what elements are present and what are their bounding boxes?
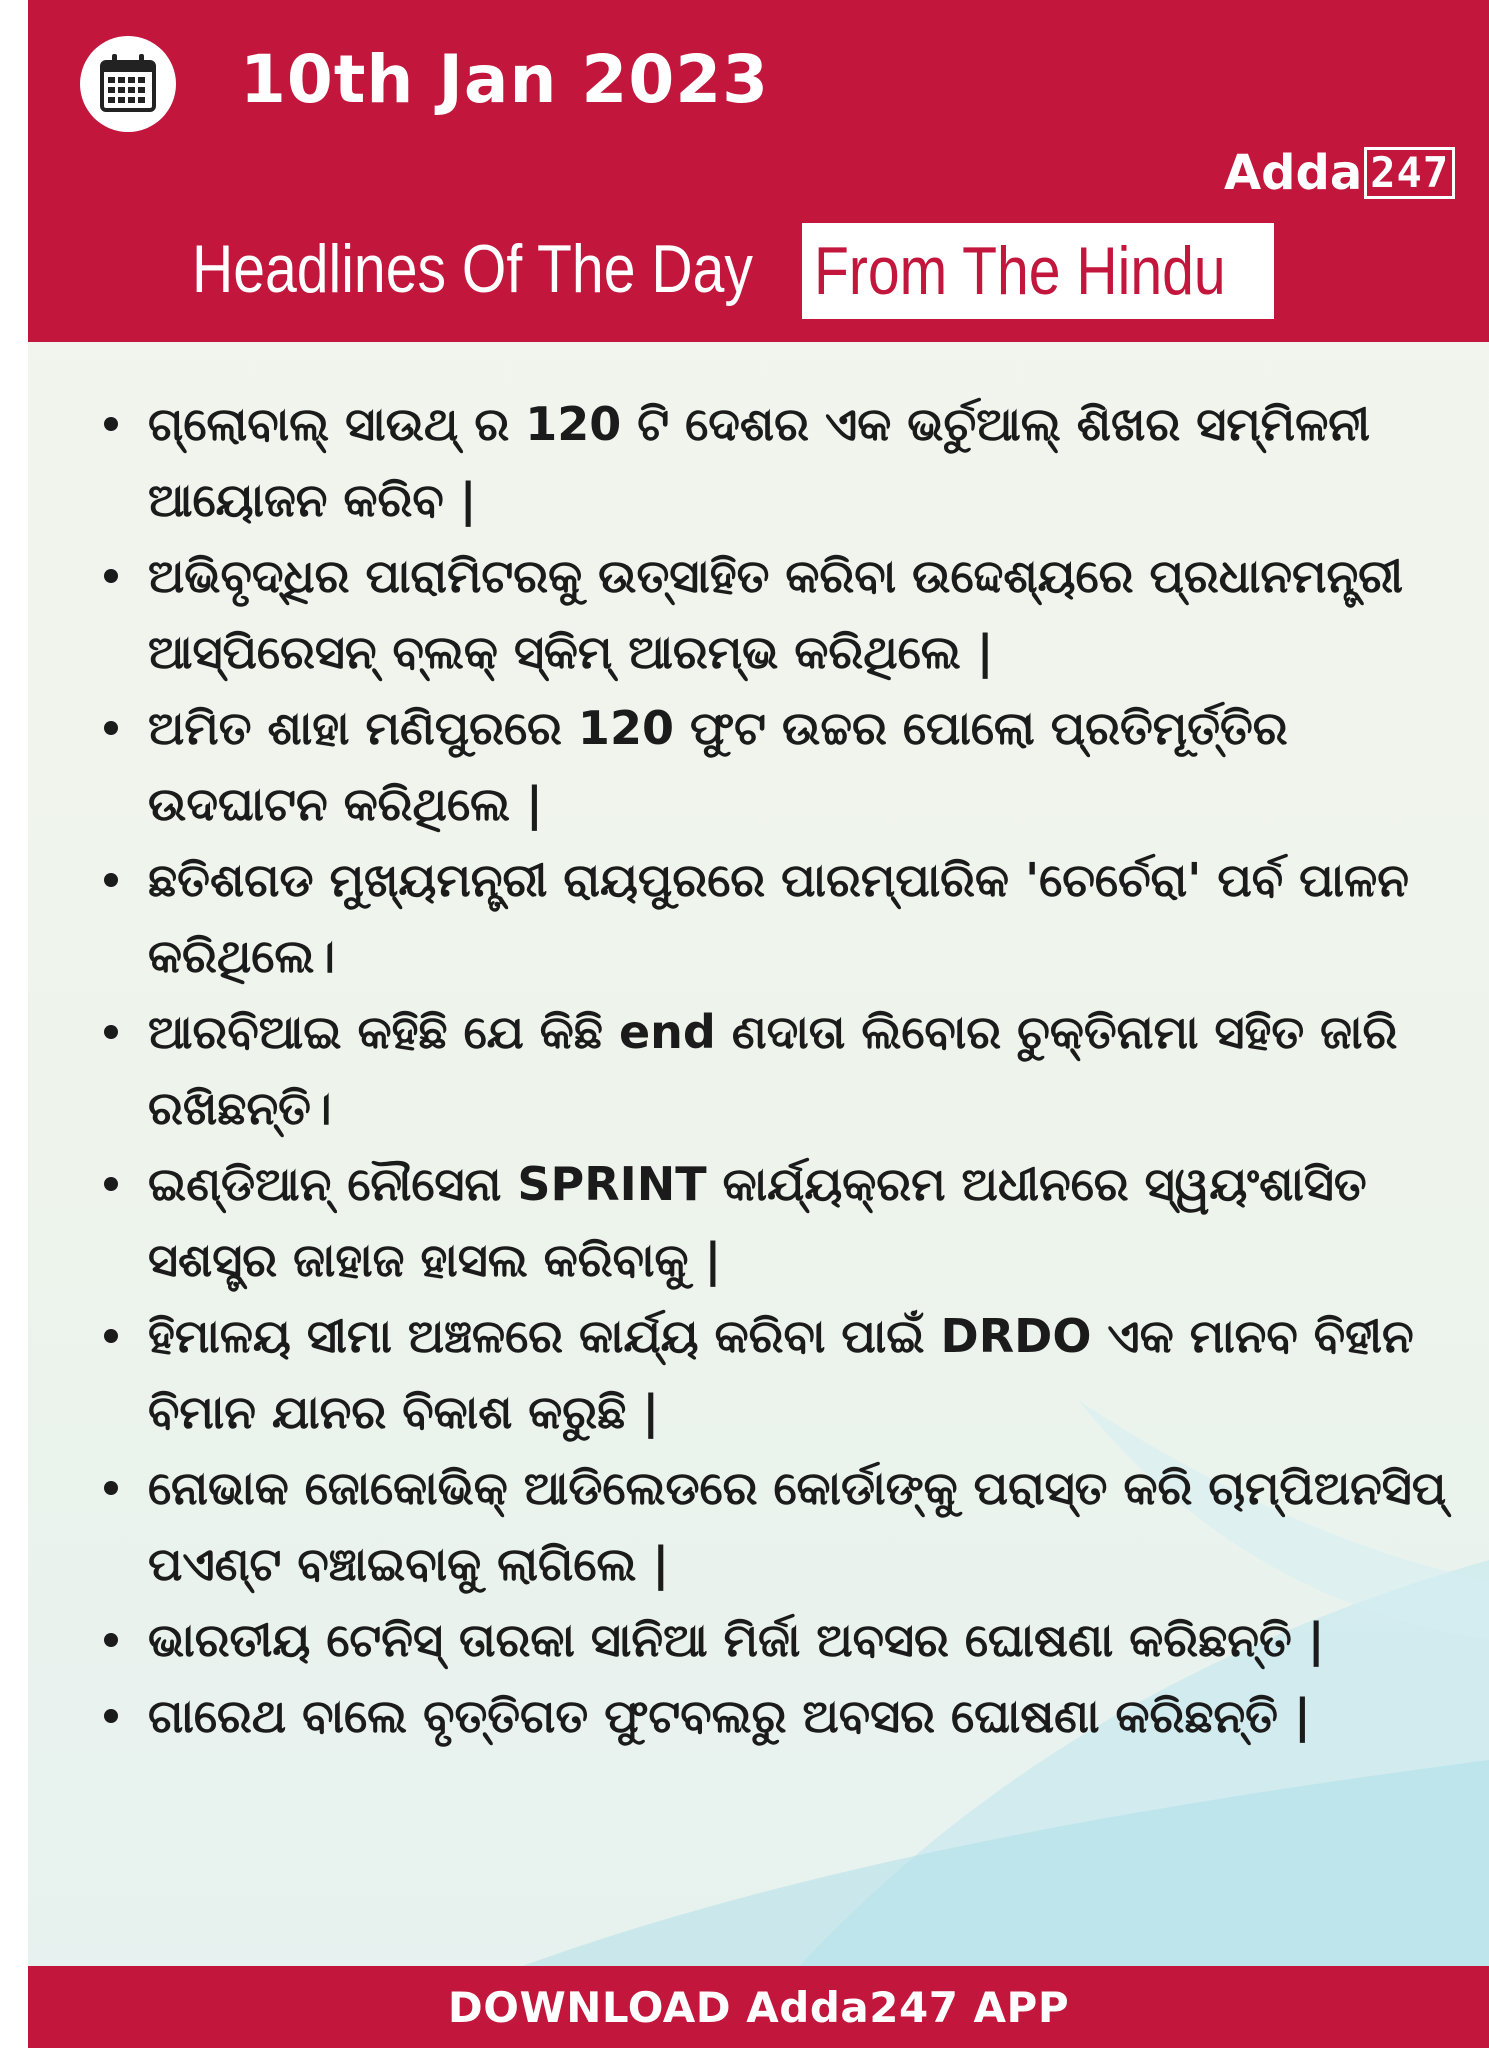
logo-word: Adda bbox=[1224, 145, 1363, 201]
headline-text: ହିମାଳୟ ସୀମା ଅଞ୍ଚଳରେ କାର୍ଯ୍ୟ କରିବା ପାଇଁ DRDO ଏକ ମାନବ ବିହୀନ ବିମାନ ଯାନର ବିକାଶ କରୁଛି | bbox=[148, 1309, 1414, 1439]
download-app-label: DOWNLOAD Adda247 APP bbox=[447, 1982, 1070, 2032]
headline-text: ଅମିତ ଶାହା ମଣିପୁରରେ 120 ଫୁଟ ଉଚ୍ଚର ପୋଲୋ ପ୍ରତିମୂର୍ତ୍ତିର ଉଦଘାଟନ କରିଥିଲେ | bbox=[148, 701, 1288, 831]
bullet-icon bbox=[104, 1177, 118, 1191]
bullet-icon bbox=[104, 873, 118, 887]
bullet-icon bbox=[104, 1633, 118, 1647]
date-label: 10th Jan 2023 bbox=[240, 41, 770, 118]
list-item bbox=[28, 690, 1489, 842]
headline-text: ଭାରତୀୟ ଟେନିସ୍ ତାରକା ସାନିଆ ମିର୍ଜା ଅବସର ଘୋଷଣା କରିଛନ୍ତି | bbox=[148, 1613, 1325, 1667]
list-item bbox=[28, 1602, 1489, 1678]
headline-text: ନୋଭାକ ଜୋକୋଭିକ୍ ଆଡିଲେଡରେ କୋର୍ଡାଙ୍କୁ ପରାସ୍ତ କରି ଚାମ୍ପିଅନସିପ୍ ପଏଣ୍ଟ ବଞ୍ଚାଇବାକୁ ଲାଗିଲେ | bbox=[148, 1461, 1447, 1591]
headline-text: ଇଣ୍ଡିଆନ୍ ନୌସେନା SPRINT କାର୍ଯ୍ୟକ୍ରମ ଅଧୀନରେ ସ୍ୱୟଂଶାସିତ ସଶସ୍ତ୍ର ଜାହାଜ ହାସଲ କରିବାକୁ | bbox=[148, 1157, 1367, 1287]
headline-text: ଅଭିବୃଦ୍ଧିର ପାରାମିଟରକୁ ଉତ୍ସାହିତ କରିବା ଉଦ୍ଦେଶ୍ୟରେ ପ୍ରଧାନମନ୍ତ୍ରୀ ଆସ୍ପିରେସନ୍ ବ୍ଲକ୍ ସ୍କିମ୍ ଆରମ୍ଭ କରିଥିଲେ | bbox=[148, 549, 1404, 679]
logo-number: 247 bbox=[1364, 147, 1455, 199]
list-item bbox=[28, 1678, 1489, 1754]
bullet-icon bbox=[104, 417, 118, 431]
bullet-icon bbox=[104, 1025, 118, 1039]
list-item bbox=[28, 386, 1489, 538]
list-item bbox=[28, 1298, 1489, 1450]
bullet-icon bbox=[104, 721, 118, 735]
bullet-icon bbox=[104, 569, 118, 583]
list-item bbox=[28, 538, 1489, 690]
list-item bbox=[28, 1450, 1489, 1602]
download-app-banner[interactable] bbox=[28, 1966, 1489, 2048]
headline-text: ଆରବିଆଇ କହିଛି ଯେ କିଛି end ଣଦାତା ଲିବୋର ଚୁକ୍ତିନାମା ସହିତ ଜାରି ରଖିଛନ୍ତି। bbox=[148, 1005, 1398, 1135]
list-item bbox=[28, 994, 1489, 1146]
source-label: From The Hindu bbox=[814, 233, 1226, 309]
headline-text: ଛତିଶଗଡ ମୁଖ୍ୟମନ୍ତ୍ରୀ ରାୟପୁରରେ ପାରମ୍ପାରିକ 'ଚେର୍ଚେରା' ପର୍ବ ପାଳନ କରିଥିଲେ। bbox=[148, 853, 1409, 983]
headline-text: ଗ୍ଲୋବାଲ୍ ସାଉଥ୍ ର 120 ଟି ଦେଶର ଏକ ଭର୍ଚୁଆଲ୍ ଶିଖର ସମ୍ମିଳନୀ ଆୟୋଜନ କରିବ | bbox=[148, 397, 1371, 527]
bullet-icon bbox=[104, 1481, 118, 1495]
adda247-logo bbox=[1224, 145, 1455, 201]
list-item bbox=[28, 1146, 1489, 1298]
news-card bbox=[28, 0, 1489, 2048]
calendar-icon bbox=[80, 36, 176, 132]
headline-text: ଗାରେଥ ବାଲେ ବୃତ୍ତିଗତ ଫୁଟବଲରୁ ଅବସର ଘୋଷଣା କରିଛନ୍ତି | bbox=[148, 1689, 1311, 1743]
bullet-icon bbox=[104, 1709, 118, 1723]
headline-list bbox=[28, 386, 1489, 1754]
list-item bbox=[28, 842, 1489, 994]
bullet-icon bbox=[104, 1329, 118, 1343]
header-banner bbox=[28, 0, 1489, 342]
page-title: Headlines Of The Day bbox=[192, 231, 753, 307]
